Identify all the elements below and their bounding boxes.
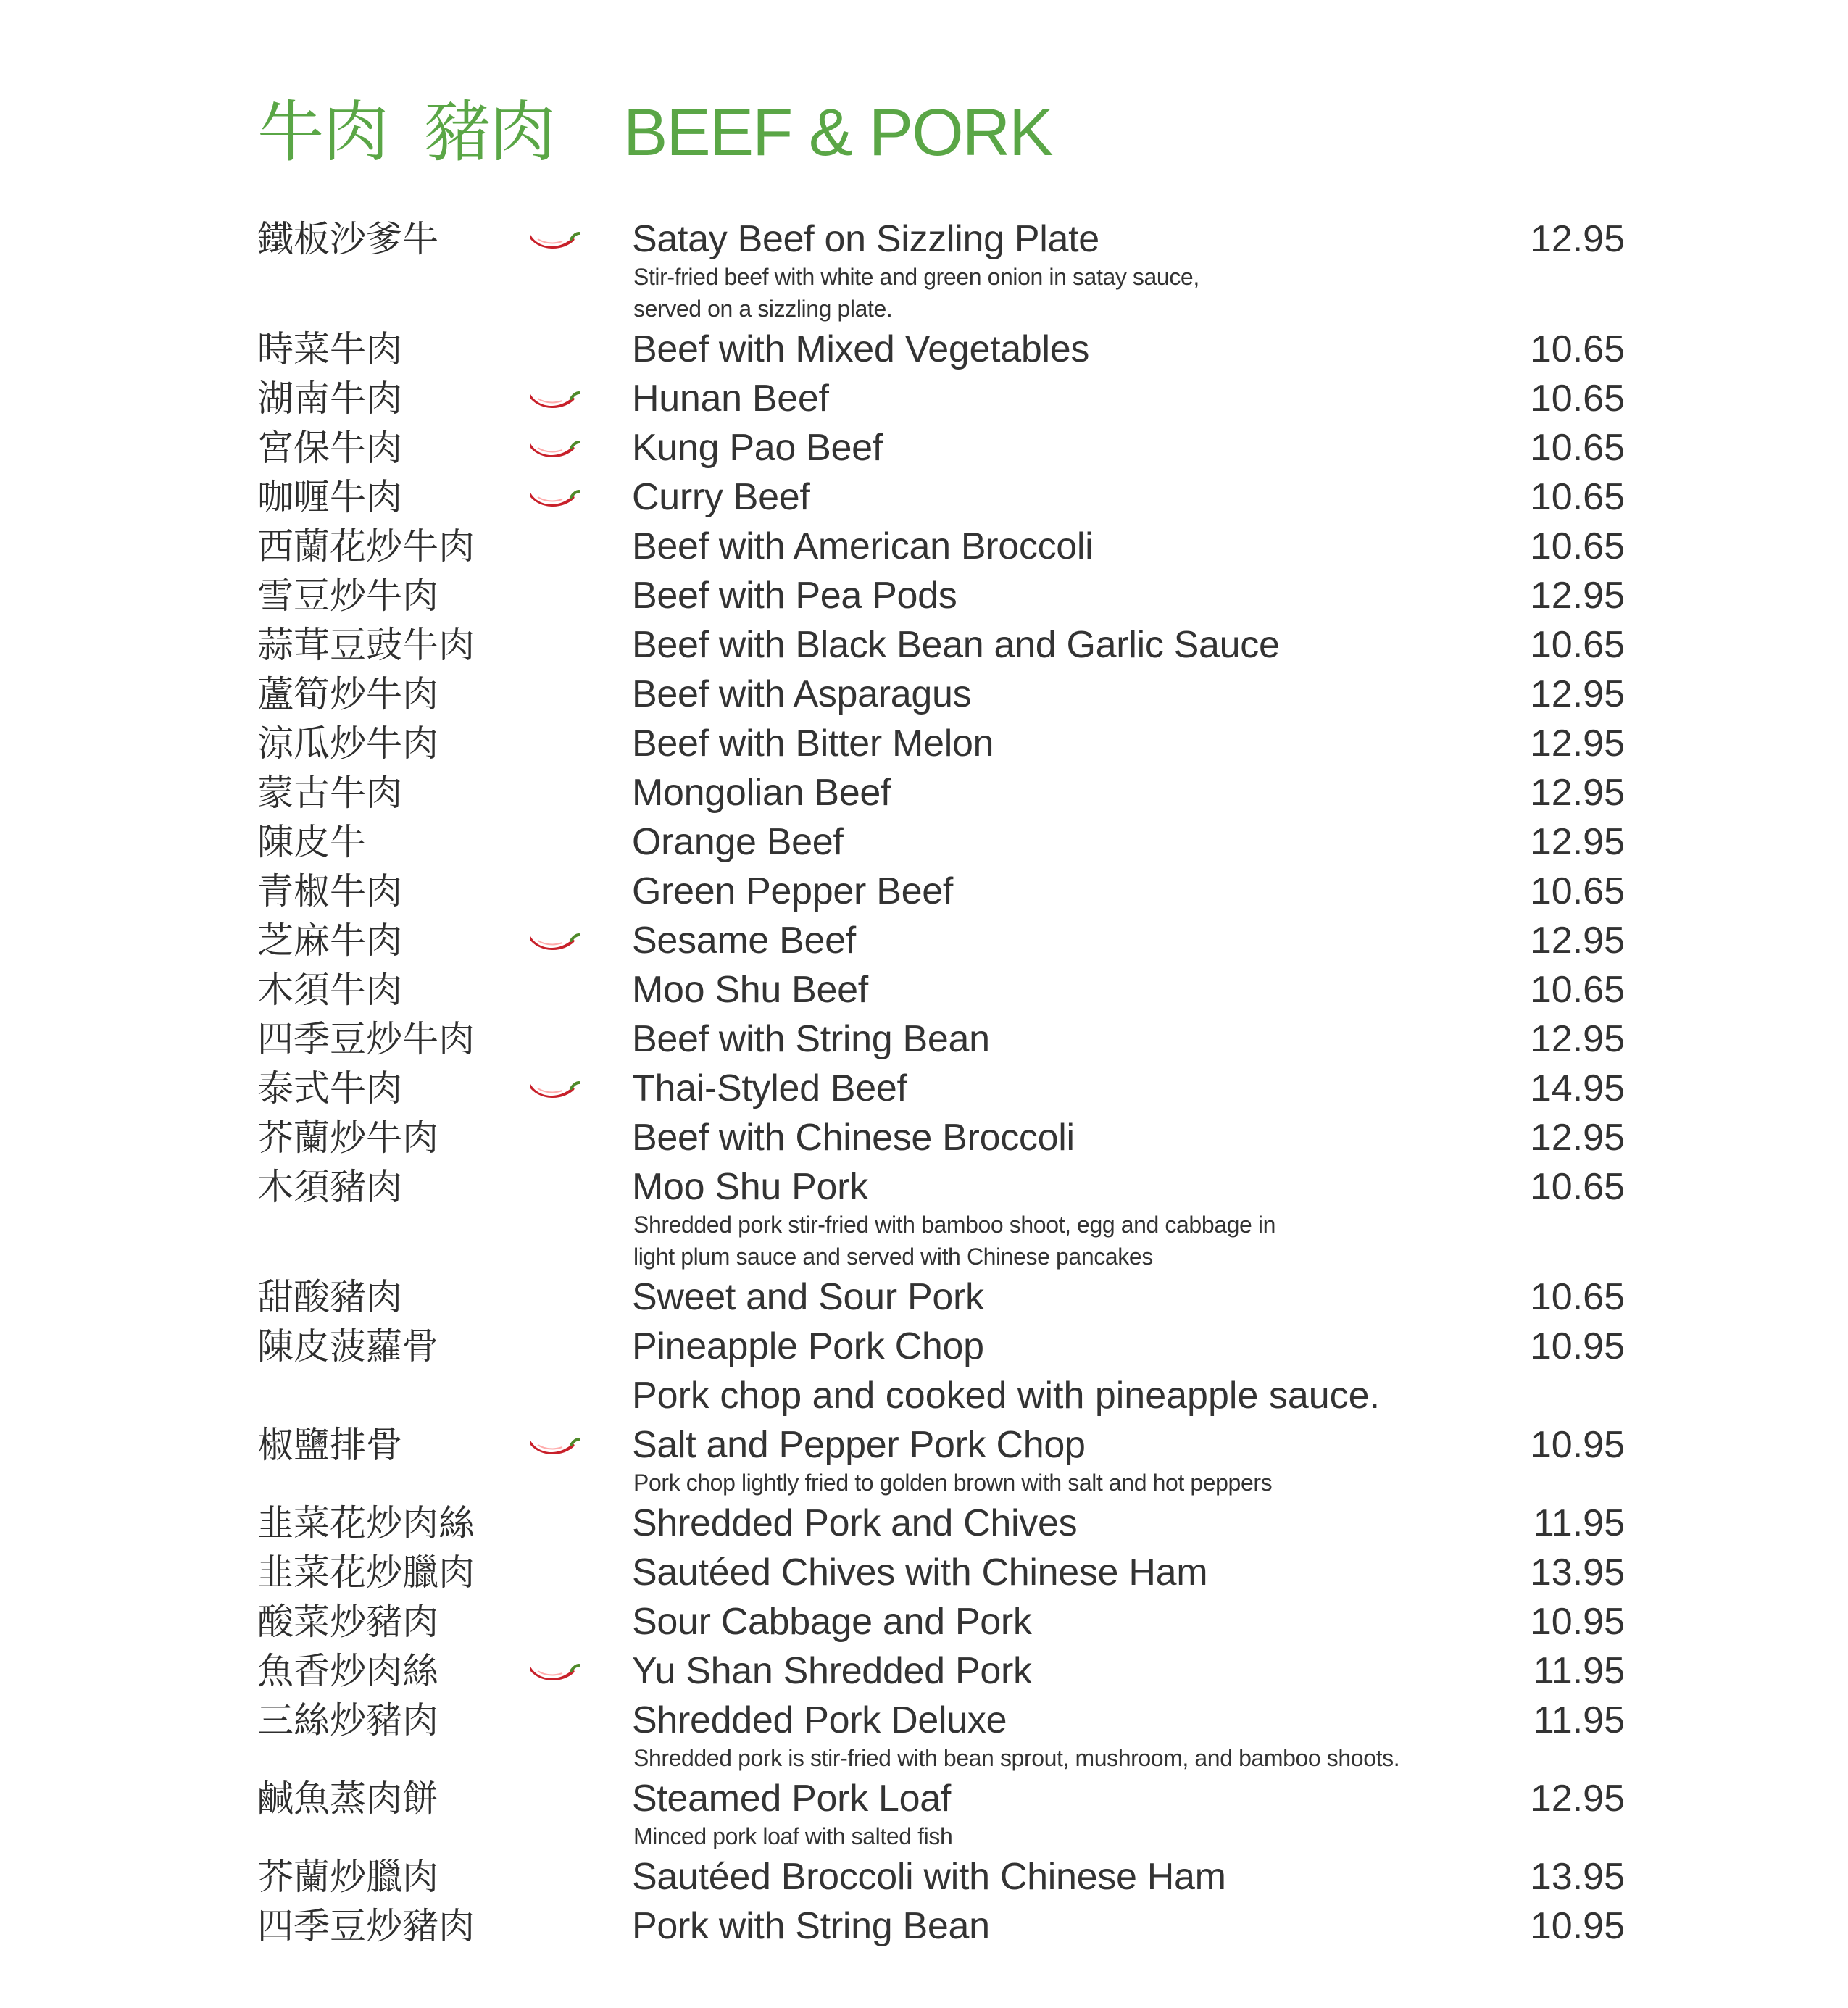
item-name-en: Hunan Beef: [632, 378, 829, 420]
item-name-en: Beef with Chinese Broccoli: [632, 1117, 1075, 1159]
item-description: [633, 1742, 1399, 1774]
chili-pepper-icon: [528, 1078, 580, 1103]
item-name-cn: 酸菜炒豬肉: [257, 1601, 438, 1643]
item-name-en: Beef with Bitter Melon: [632, 722, 994, 765]
item-name-en: Steamed Pork Loaf: [632, 1778, 952, 1820]
item-name-cn: 三絲炒豬肉: [257, 1699, 438, 1741]
item-price: 12.95: [1530, 821, 1625, 863]
item-price: 13.95: [1530, 1856, 1625, 1898]
item-price: 10.65: [1530, 476, 1625, 518]
item-price: 10.95: [1530, 1325, 1625, 1367]
item-name-cn: 時菜牛肉: [257, 328, 402, 370]
item-price: 10.65: [1530, 969, 1625, 1011]
description-line: Shredded pork is stir-fried with bean sprout, mushroom, and bamboo shoots.: [633, 1745, 1400, 1771]
description-line: Minced pork loaf with salted fish: [633, 1823, 953, 1849]
item-name-en: Beef with Pea Pods: [632, 575, 957, 617]
item-name-en: Pork with String Bean: [632, 1905, 990, 1947]
item-price: 10.65: [1530, 378, 1625, 420]
item-name-en: Pineapple Pork Chop: [632, 1325, 984, 1367]
chili-pepper-icon: [528, 229, 580, 254]
item-name-en: Beef with American Broccoli: [632, 525, 1094, 567]
item-price: 12.95: [1530, 1117, 1625, 1159]
item-name-en: Sautéed Broccoli with Chinese Ham: [632, 1856, 1226, 1898]
item-price: 12.95: [1530, 673, 1625, 715]
item-name-en: Orange Beef: [632, 821, 844, 863]
item-name-cn: 宮保牛肉: [257, 427, 402, 469]
chili-pepper-icon: [528, 1435, 580, 1459]
item-price: 13.95: [1530, 1551, 1625, 1594]
item-name-cn: 鐵板沙爹牛: [257, 218, 438, 260]
item-name-cn: 芥蘭炒牛肉: [257, 1117, 438, 1159]
chili-pepper-icon: [528, 438, 580, 462]
item-name-en: Beef with Mixed Vegetables: [632, 328, 1090, 370]
item-price: 10.65: [1530, 1166, 1625, 1208]
item-name-en: Moo Shu Pork: [632, 1166, 868, 1208]
item-name-en: Beef with Asparagus: [632, 673, 972, 715]
description-line: Shredded pork stir-fried with bamboo shoot, egg and cabbage in: [633, 1212, 1275, 1238]
item-note: Pork chop and cooked with pineapple sauce.: [632, 1375, 1381, 1417]
description-line: Pork chop lightly fried to golden brown with salt and hot peppers: [633, 1470, 1273, 1496]
chili-pepper-icon: [528, 487, 580, 512]
item-price: 10.65: [1530, 328, 1625, 370]
item-description: [633, 1820, 952, 1852]
chili-pepper-icon: [528, 1661, 580, 1686]
item-price: 12.95: [1530, 920, 1625, 962]
item-name-cn: 四季豆炒豬肉: [257, 1905, 475, 1947]
item-name-cn: 芥蘭炒臘肉: [257, 1856, 438, 1898]
item-price: 10.95: [1530, 1905, 1625, 1947]
item-name-cn: 木須豬肉: [257, 1166, 402, 1208]
item-name-cn: 韭菜花炒肉絲: [257, 1502, 475, 1544]
header-title-cn-pork: 豬肉: [424, 96, 555, 170]
item-name-en: Sautéed Chives with Chinese Ham: [632, 1551, 1208, 1594]
item-name-cn: 魚香炒肉絲: [257, 1650, 438, 1692]
item-name-cn: 韭菜花炒臘肉: [257, 1551, 475, 1594]
item-name-cn: 蒙古牛肉: [257, 772, 402, 814]
item-price: 10.65: [1530, 624, 1625, 666]
item-name-cn: 泰式牛肉: [257, 1067, 402, 1109]
item-price: 12.95: [1530, 722, 1625, 765]
item-name-cn: 涼瓜炒牛肉: [257, 722, 438, 765]
item-price: 10.65: [1530, 870, 1625, 912]
item-name-cn: 湖南牛肉: [257, 378, 402, 420]
item-price: 10.65: [1530, 525, 1625, 567]
item-name-en: Sesame Beef: [632, 920, 856, 962]
item-name-cn: 蒜茸豆豉牛肉: [257, 624, 475, 666]
item-name-en: Green Pepper Beef: [632, 870, 953, 912]
item-description: [633, 1209, 1275, 1272]
item-price: 11.95: [1533, 1502, 1625, 1544]
item-name-cn: 椒鹽排骨: [257, 1424, 402, 1466]
header-title-cn-beef: 牛肉: [257, 96, 388, 170]
item-price: 11.95: [1533, 1699, 1625, 1741]
item-name-en: Mongolian Beef: [632, 772, 891, 814]
item-price: 10.65: [1530, 1276, 1625, 1318]
item-description: [633, 1467, 1272, 1499]
item-name-en: Yu Shan Shredded Pork: [632, 1650, 1032, 1692]
item-name-cn: 雪豆炒牛肉: [257, 575, 438, 617]
item-name-cn: 蘆筍炒牛肉: [257, 673, 438, 715]
description-line: Stir-fried beef with white and green onion in satay sauce,: [633, 264, 1199, 290]
item-name-en: Satay Beef on Sizzling Plate: [632, 218, 1099, 260]
item-name-cn: 陳皮牛: [257, 821, 366, 863]
item-price: 10.95: [1530, 1601, 1625, 1643]
item-name-cn: 甜酸豬肉: [257, 1276, 402, 1318]
item-name-en: Kung Pao Beef: [632, 427, 883, 469]
item-name-en: Beef with Black Bean and Garlic Sauce: [632, 624, 1280, 666]
item-price: 10.95: [1530, 1424, 1625, 1466]
item-name-cn: 西蘭花炒牛肉: [257, 525, 475, 567]
item-price: 12.95: [1530, 1778, 1625, 1820]
item-name-cn: 青椒牛肉: [257, 870, 402, 912]
item-price: 12.95: [1530, 772, 1625, 814]
chili-pepper-icon: [528, 388, 580, 413]
item-name-en: Shredded Pork and Chives: [632, 1502, 1078, 1544]
header-title-en: BEEF & PORK: [623, 96, 1052, 170]
description-line: light plum sauce and served with Chinese pancakes: [633, 1243, 1153, 1270]
item-name-en: Sour Cabbage and Pork: [632, 1601, 1032, 1643]
item-name-en: Moo Shu Beef: [632, 969, 868, 1011]
item-name-en: Sweet and Sour Pork: [632, 1276, 984, 1318]
item-name-en: Salt and Pepper Pork Chop: [632, 1424, 1086, 1466]
item-name-cn: 木須牛肉: [257, 969, 402, 1011]
item-name-en: Curry Beef: [632, 476, 810, 518]
item-price: 12.95: [1530, 218, 1625, 260]
item-name-cn: 陳皮菠蘿骨: [257, 1325, 438, 1367]
item-name-en: Thai-Styled Beef: [632, 1067, 907, 1109]
item-price: 11.95: [1533, 1650, 1625, 1692]
item-name-cn: 芝麻牛肉: [257, 920, 402, 962]
item-price: 14.95: [1530, 1067, 1625, 1109]
item-price: 12.95: [1530, 575, 1625, 617]
item-price: 10.65: [1530, 427, 1625, 469]
item-name-cn: 四季豆炒牛肉: [257, 1018, 475, 1060]
item-price: 12.95: [1530, 1018, 1625, 1060]
item-description: [633, 261, 1199, 325]
item-name-cn: 咖喱牛肉: [257, 476, 402, 518]
chili-pepper-icon: [528, 930, 580, 955]
item-name-cn: 鹹魚蒸肉餅: [257, 1778, 438, 1820]
description-line: served on a sizzling plate.: [633, 296, 893, 322]
item-name-en: Shredded Pork Deluxe: [632, 1699, 1007, 1741]
item-name-en: Beef with String Bean: [632, 1018, 990, 1060]
